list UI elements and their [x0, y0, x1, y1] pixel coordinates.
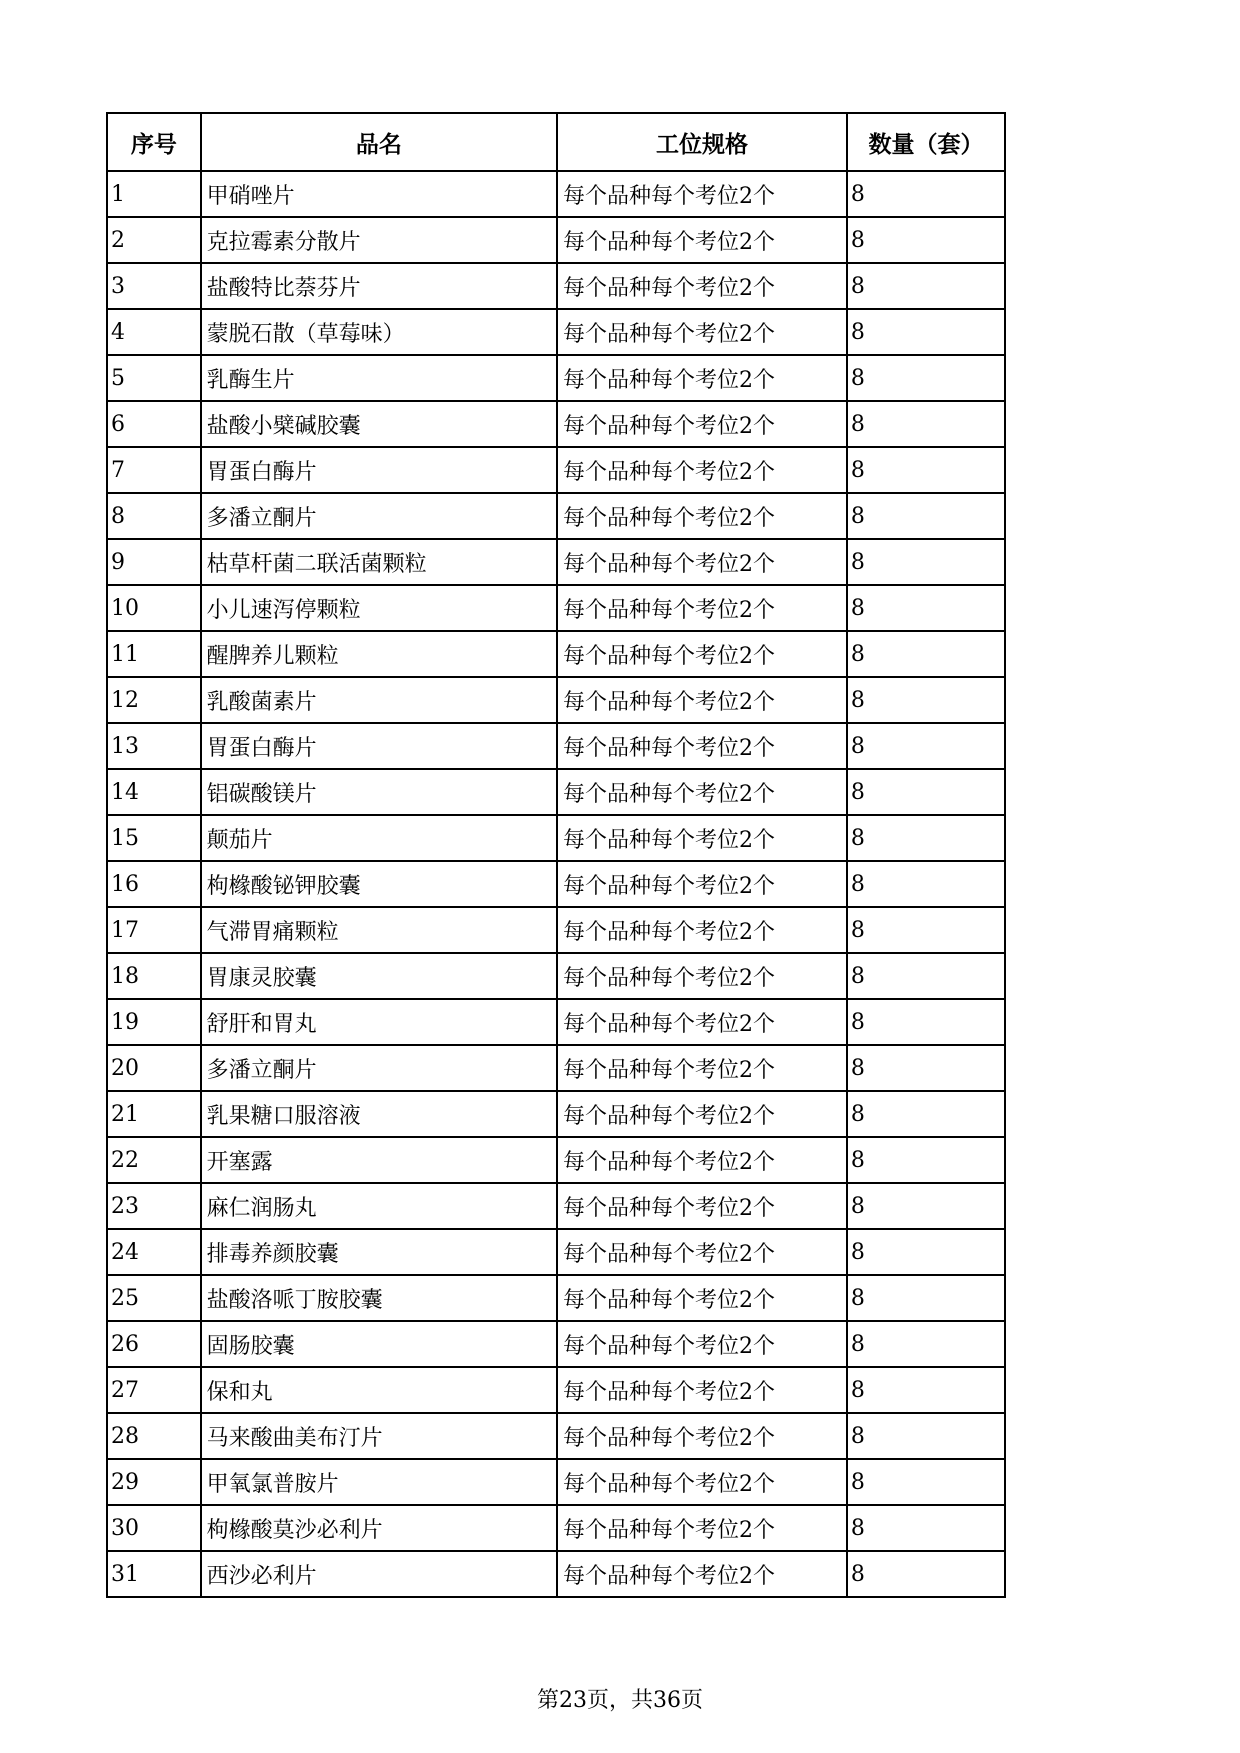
cell-name: 颠茄片: [201, 815, 557, 861]
table-header: [107, 113, 1005, 171]
cell-spec: 每个品种每个考位2个: [557, 1137, 847, 1183]
cell-spec: 每个品种每个考位2个: [557, 447, 847, 493]
cell-seq: 8: [107, 493, 201, 539]
cell-qty: 8: [847, 1551, 1005, 1597]
cell-spec: 每个品种每个考位2个: [557, 1459, 847, 1505]
cell-name: 盐酸小檗碱胶囊: [201, 401, 557, 447]
cell-seq: 15: [107, 815, 201, 861]
cell-name: 乳果糖口服溶液: [201, 1091, 557, 1137]
cell-seq: 28: [107, 1413, 201, 1459]
cell-spec: 每个品种每个考位2个: [557, 815, 847, 861]
cell-spec: 每个品种每个考位2个: [557, 1183, 847, 1229]
cell-name: 西沙必利片: [201, 1551, 557, 1597]
cell-qty: 8: [847, 1045, 1005, 1091]
cell-name: 麻仁润肠丸: [201, 1183, 557, 1229]
cell-qty: 8: [847, 539, 1005, 585]
cell-qty: 8: [847, 309, 1005, 355]
cell-spec: 每个品种每个考位2个: [557, 953, 847, 999]
table-row: [107, 447, 1005, 493]
cell-name: 排毒养颜胶囊: [201, 1229, 557, 1275]
table-row: [107, 907, 1005, 953]
cell-seq: 6: [107, 401, 201, 447]
cell-spec: 每个品种每个考位2个: [557, 171, 847, 217]
table-body: [107, 171, 1005, 1597]
cell-seq: 14: [107, 769, 201, 815]
cell-seq: 10: [107, 585, 201, 631]
cell-qty: 8: [847, 493, 1005, 539]
cell-spec: 每个品种每个考位2个: [557, 493, 847, 539]
cell-spec: 每个品种每个考位2个: [557, 769, 847, 815]
cell-seq: 19: [107, 999, 201, 1045]
cell-seq: 24: [107, 1229, 201, 1275]
cell-qty: 8: [847, 1505, 1005, 1551]
cell-seq: 9: [107, 539, 201, 585]
cell-spec: 每个品种每个考位2个: [557, 585, 847, 631]
table-row: [107, 953, 1005, 999]
cell-name: 保和丸: [201, 1367, 557, 1413]
cell-name: 枯草杆菌二联活菌颗粒: [201, 539, 557, 585]
cell-name: 开塞露: [201, 1137, 557, 1183]
cell-seq: 13: [107, 723, 201, 769]
cell-spec: 每个品种每个考位2个: [557, 677, 847, 723]
cell-qty: 8: [847, 1459, 1005, 1505]
cell-seq: 20: [107, 1045, 201, 1091]
cell-name: 枸橼酸铋钾胶囊: [201, 861, 557, 907]
cell-name: 小儿速泻停颗粒: [201, 585, 557, 631]
cell-seq: 25: [107, 1275, 201, 1321]
cell-qty: 8: [847, 953, 1005, 999]
cell-seq: 12: [107, 677, 201, 723]
table-row: [107, 217, 1005, 263]
cell-spec: 每个品种每个考位2个: [557, 217, 847, 263]
cell-spec: 每个品种每个考位2个: [557, 1413, 847, 1459]
cell-spec: 每个品种每个考位2个: [557, 1045, 847, 1091]
cell-qty: 8: [847, 263, 1005, 309]
cell-spec: 每个品种每个考位2个: [557, 1367, 847, 1413]
table-row: [107, 677, 1005, 723]
cell-name: 舒肝和胃丸: [201, 999, 557, 1045]
cell-qty: 8: [847, 723, 1005, 769]
cell-seq: 4: [107, 309, 201, 355]
cell-name: 克拉霉素分散片: [201, 217, 557, 263]
table-row: [107, 999, 1005, 1045]
table-row: [107, 401, 1005, 447]
cell-qty: 8: [847, 401, 1005, 447]
cell-seq: 21: [107, 1091, 201, 1137]
cell-spec: 每个品种每个考位2个: [557, 907, 847, 953]
cell-spec: 每个品种每个考位2个: [557, 631, 847, 677]
cell-seq: 26: [107, 1321, 201, 1367]
cell-qty: 8: [847, 1091, 1005, 1137]
cell-seq: 5: [107, 355, 201, 401]
table-row: [107, 1505, 1005, 1551]
cell-qty: 8: [847, 1137, 1005, 1183]
cell-spec: 每个品种每个考位2个: [557, 539, 847, 585]
cell-spec: 每个品种每个考位2个: [557, 1321, 847, 1367]
table-row: [107, 1229, 1005, 1275]
cell-name: 甲硝唑片: [201, 171, 557, 217]
cell-seq: 29: [107, 1459, 201, 1505]
cell-spec: 每个品种每个考位2个: [557, 263, 847, 309]
cell-qty: 8: [847, 585, 1005, 631]
cell-name: 固肠胶囊: [201, 1321, 557, 1367]
cell-seq: 30: [107, 1505, 201, 1551]
cell-spec: 每个品种每个考位2个: [557, 999, 847, 1045]
cell-name: 胃蛋白酶片: [201, 447, 557, 493]
cell-name: 多潘立酮片: [201, 493, 557, 539]
cell-spec: 每个品种每个考位2个: [557, 309, 847, 355]
cell-name: 胃康灵胶囊: [201, 953, 557, 999]
cell-spec: 每个品种每个考位2个: [557, 1505, 847, 1551]
cell-name: 多潘立酮片: [201, 1045, 557, 1091]
cell-spec: 每个品种每个考位2个: [557, 1229, 847, 1275]
cell-spec: 每个品种每个考位2个: [557, 401, 847, 447]
cell-name: 乳酸菌素片: [201, 677, 557, 723]
table-row: [107, 309, 1005, 355]
table-row: [107, 1275, 1005, 1321]
cell-name: 盐酸特比萘芬片: [201, 263, 557, 309]
cell-qty: 8: [847, 907, 1005, 953]
cell-qty: 8: [847, 861, 1005, 907]
cell-qty: 8: [847, 1275, 1005, 1321]
cell-spec: 每个品种每个考位2个: [557, 355, 847, 401]
cell-qty: 8: [847, 631, 1005, 677]
cell-qty: 8: [847, 1367, 1005, 1413]
table-row: [107, 815, 1005, 861]
cell-seq: 18: [107, 953, 201, 999]
cell-qty: 8: [847, 999, 1005, 1045]
header-spec: 工位规格: [557, 113, 847, 171]
table-row: [107, 723, 1005, 769]
cell-qty: 8: [847, 677, 1005, 723]
cell-name: 盐酸洛哌丁胺胶囊: [201, 1275, 557, 1321]
cell-qty: 8: [847, 217, 1005, 263]
cell-qty: 8: [847, 769, 1005, 815]
cell-seq: 27: [107, 1367, 201, 1413]
table-row: [107, 1045, 1005, 1091]
cell-seq: 11: [107, 631, 201, 677]
table-row: [107, 1551, 1005, 1597]
table-row: [107, 1459, 1005, 1505]
cell-spec: 每个品种每个考位2个: [557, 861, 847, 907]
cell-seq: 7: [107, 447, 201, 493]
cell-seq: 16: [107, 861, 201, 907]
header-row: [107, 113, 1005, 171]
cell-seq: 3: [107, 263, 201, 309]
table-row: [107, 171, 1005, 217]
cell-qty: 8: [847, 447, 1005, 493]
table-row: [107, 1413, 1005, 1459]
cell-spec: 每个品种每个考位2个: [557, 1275, 847, 1321]
cell-spec: 每个品种每个考位2个: [557, 1551, 847, 1597]
cell-seq: 2: [107, 217, 201, 263]
table-row: [107, 1137, 1005, 1183]
header-name: 品名: [201, 113, 557, 171]
cell-name: 甲氧氯普胺片: [201, 1459, 557, 1505]
cell-qty: 8: [847, 355, 1005, 401]
cell-name: 气滞胃痛颗粒: [201, 907, 557, 953]
inventory-table: [106, 112, 1006, 1598]
cell-seq: 17: [107, 907, 201, 953]
table-row: [107, 769, 1005, 815]
cell-qty: 8: [847, 171, 1005, 217]
cell-seq: 1: [107, 171, 201, 217]
table-row: [107, 493, 1005, 539]
table-row: [107, 1367, 1005, 1413]
header-seq: 序号: [107, 113, 201, 171]
table-row: [107, 355, 1005, 401]
cell-name: 马来酸曲美布汀片: [201, 1413, 557, 1459]
cell-qty: 8: [847, 1321, 1005, 1367]
cell-name: 胃蛋白酶片: [201, 723, 557, 769]
table-row: [107, 1183, 1005, 1229]
cell-name: 蒙脱石散（草莓味）: [201, 309, 557, 355]
cell-qty: 8: [847, 1183, 1005, 1229]
table-row: [107, 631, 1005, 677]
cell-seq: 31: [107, 1551, 201, 1597]
cell-name: 铝碳酸镁片: [201, 769, 557, 815]
header-qty: 数量（套）: [847, 113, 1005, 171]
cell-spec: 每个品种每个考位2个: [557, 1091, 847, 1137]
table-row: [107, 1321, 1005, 1367]
cell-name: 乳酶生片: [201, 355, 557, 401]
page-number: 第23页，共36页: [537, 1688, 703, 1713]
table-row: [107, 263, 1005, 309]
cell-spec: 每个品种每个考位2个: [557, 723, 847, 769]
table-row: [107, 539, 1005, 585]
cell-name: 枸橼酸莫沙必利片: [201, 1505, 557, 1551]
cell-name: 醒脾养儿颗粒: [201, 631, 557, 677]
cell-seq: 22: [107, 1137, 201, 1183]
cell-qty: 8: [847, 815, 1005, 861]
cell-seq: 23: [107, 1183, 201, 1229]
cell-qty: 8: [847, 1413, 1005, 1459]
table-row: [107, 861, 1005, 907]
cell-qty: 8: [847, 1229, 1005, 1275]
table-row: [107, 1091, 1005, 1137]
table-row: [107, 585, 1005, 631]
